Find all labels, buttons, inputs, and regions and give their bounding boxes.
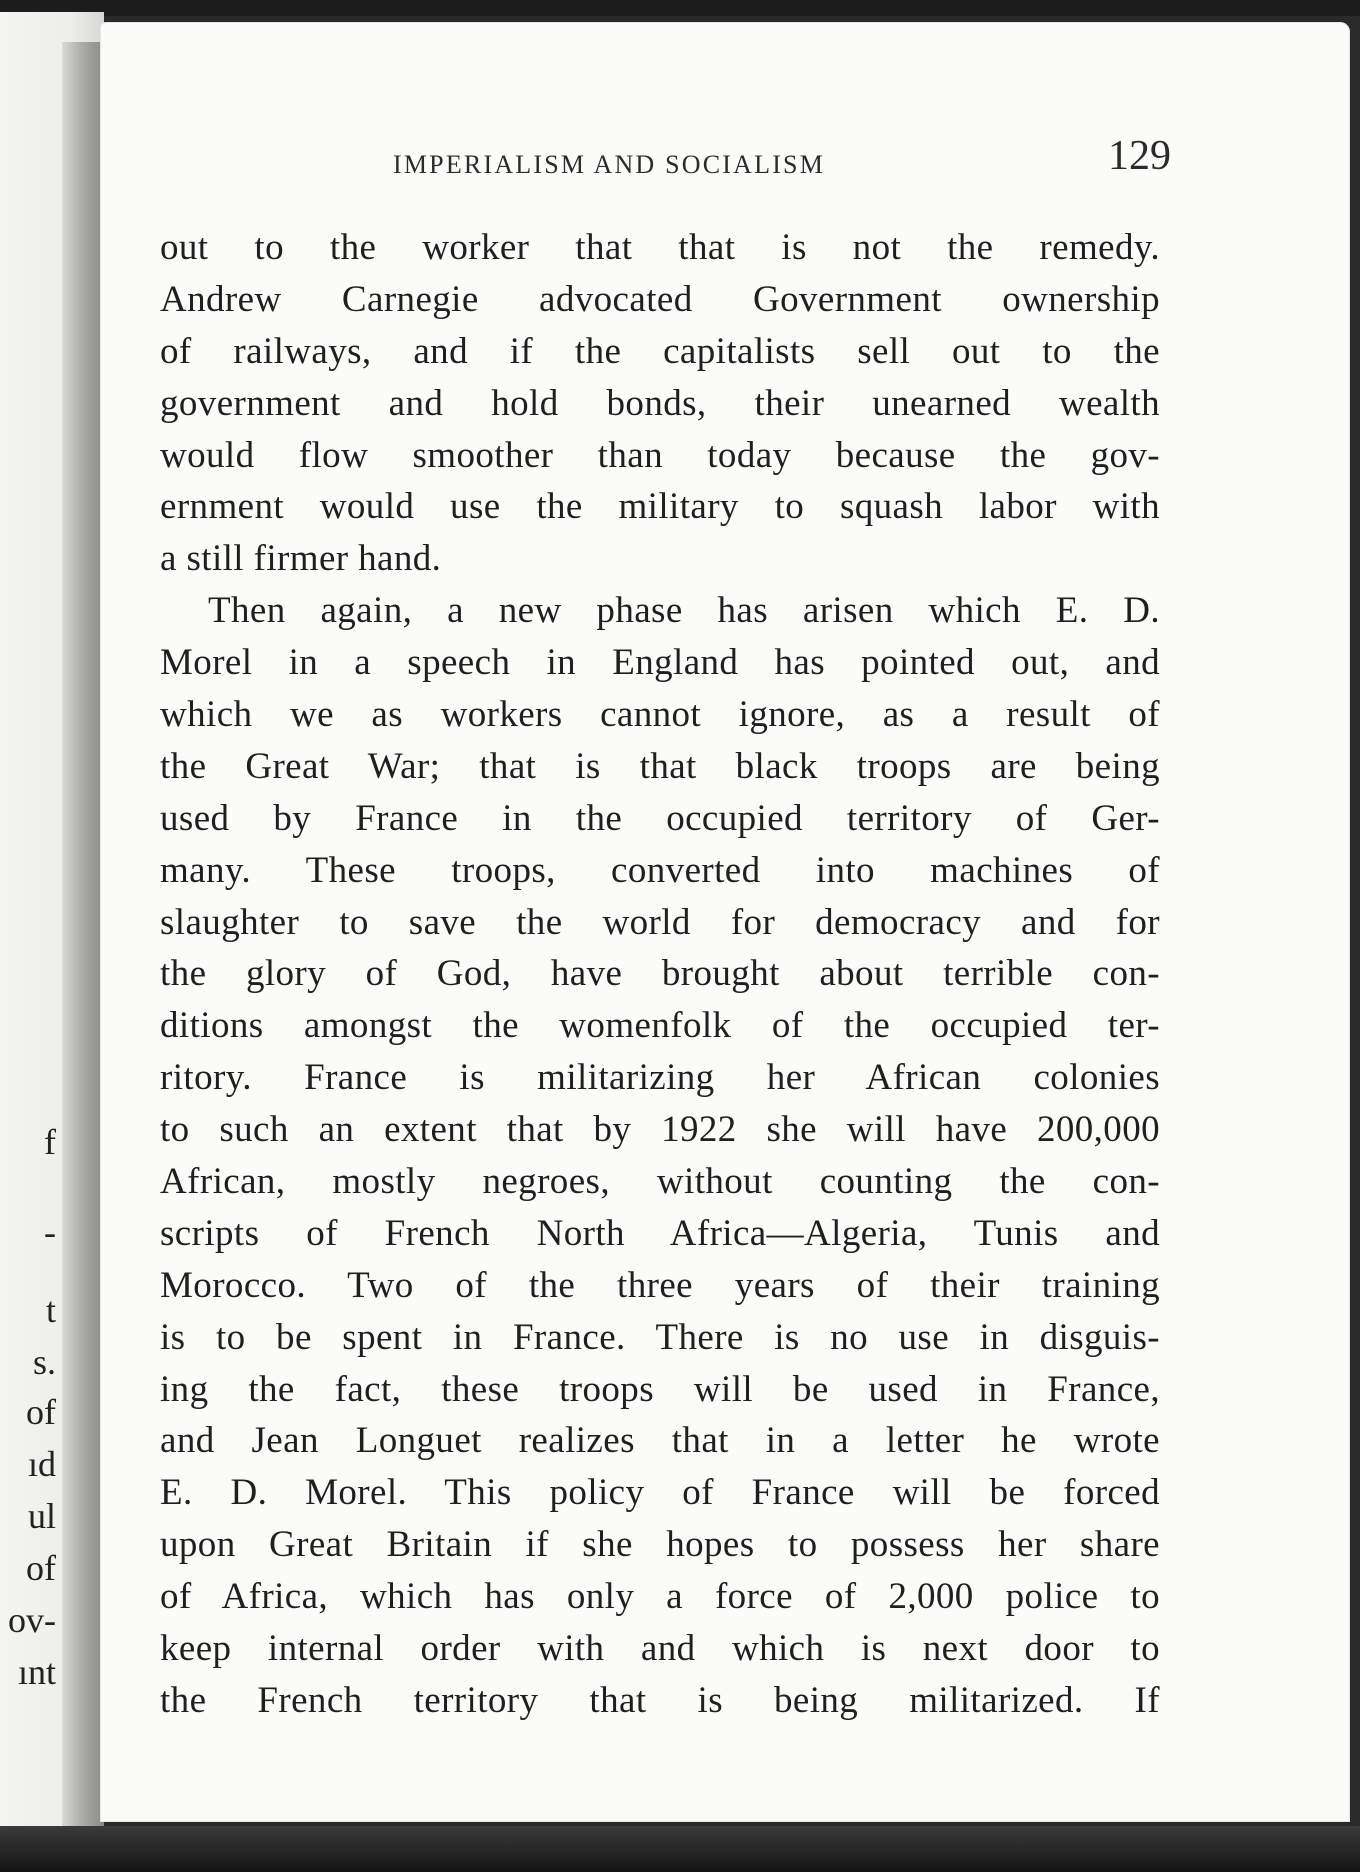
text-line: Then again, a new phase has arisen which E. D. [208, 590, 1160, 632]
facing-page-text-fragments [0, 12, 62, 1852]
text-line: Morel in a speech in England has pointed out, and [160, 642, 1160, 684]
text-line: many. These troops, converted into machines of [160, 849, 1160, 891]
facing-fragment: of [26, 1548, 56, 1588]
book-gutter-shadow [62, 42, 104, 1832]
page-number: 129 [1108, 133, 1171, 179]
book-page [100, 22, 1350, 1822]
text-line: is to be spent in France. There is no use in disguis- [160, 1316, 1160, 1358]
text-line: Morocco. Two of the three years of their training [160, 1264, 1160, 1306]
paragraph [160, 585, 1160, 1727]
scanner-background-bottom [0, 1826, 1360, 1872]
text-line: keep internal order with and which is next door to [160, 1628, 1160, 1670]
text-line: ernment would use the military to squash labor with [160, 486, 1160, 528]
text-line: of Africa, which has only a force of 2,000 police to [160, 1576, 1160, 1618]
paragraph-continued [160, 222, 1160, 585]
text-line: of railways, and if the capitalists sell out to the [160, 330, 1160, 372]
facing-fragment: ınt [17, 1652, 56, 1692]
text-line: African, mostly negroes, without counting the con- [160, 1161, 1160, 1203]
facing-fragment: ul [27, 1496, 56, 1536]
facing-fragment: f [44, 1122, 56, 1162]
text-line: government and hold bonds, their unearned wealth [160, 382, 1160, 424]
text-line: the glory of God, have brought about terrible con- [160, 953, 1160, 995]
page-header [100, 124, 1350, 184]
facing-fragment: ıd [27, 1444, 56, 1484]
facing-fragment: - [44, 1212, 56, 1252]
text-line: to such an extent that by 1922 she will have 200,000 [160, 1109, 1160, 1151]
facing-fragment: s. [32, 1342, 56, 1382]
text-line: would flow smoother than today because the gov- [160, 434, 1160, 476]
facing-page-edge [0, 12, 104, 1852]
text-line: the French territory that is being militarized. If [160, 1679, 1160, 1721]
text-line: Andrew Carnegie advocated Government ownership [160, 278, 1160, 320]
facing-fragment: ov- [8, 1600, 56, 1640]
text-line: upon Great Britain if she hopes to possess her share [160, 1524, 1160, 1566]
facing-fragment: of [26, 1392, 56, 1432]
body-text [160, 222, 1160, 1727]
text-line: the Great War; that is that black troops are being [160, 745, 1160, 787]
text-line: scripts of French North Africa—Algeria, Tunis and [160, 1212, 1160, 1254]
text-line: out to the worker that that is not the remedy. [160, 227, 1160, 268]
text-line: E. D. Morel. This policy of France will be forced [160, 1472, 1160, 1514]
facing-fragment: t [45, 1290, 56, 1330]
text-line: ditions amongst the womenfolk of the occupied ter- [160, 1005, 1160, 1047]
text-line: a still firmer hand. [160, 538, 442, 580]
running-title: IMPERIALISM AND SOCIALISM [393, 150, 826, 179]
scanner-background-top [0, 0, 1360, 16]
text-line: used by France in the occupied territory of Ger- [160, 797, 1160, 839]
text-line: slaughter to save the world for democracy and for [160, 901, 1160, 943]
text-line: ritory. France is militarizing her African colonies [160, 1057, 1160, 1099]
text-line: and Jean Longuet realizes that in a letter he wrote [160, 1420, 1160, 1462]
text-line: ing the fact, these troops will be used in France, [160, 1368, 1160, 1410]
text-line: which we as workers cannot ignore, as a result of [160, 694, 1160, 736]
